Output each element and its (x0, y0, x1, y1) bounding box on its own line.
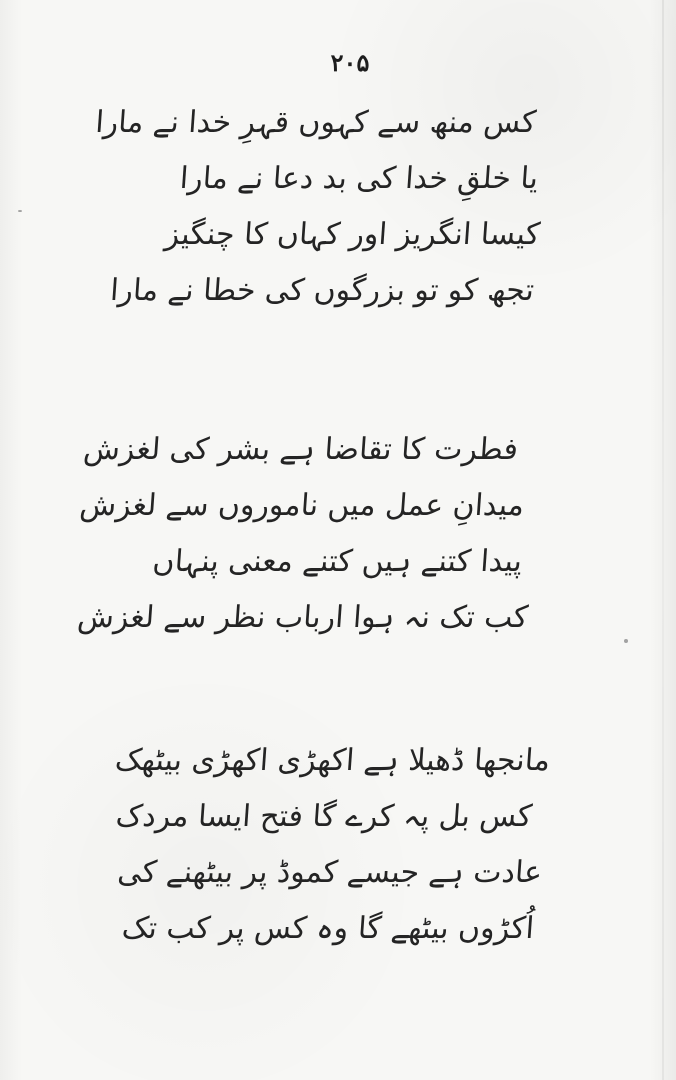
poem-line: پیدا کتنے ہیں کتنے معنی پنہاں (151, 544, 524, 579)
poem-line: کب تک نہ ہوا ارباب نظر سے لغزش (76, 600, 530, 635)
poem-line: کس بل پہ کرے گا فتح ایسا مردک (114, 799, 534, 834)
poem-line: عادت ہے جیسے کموڈ پر بیٹھنے کی (116, 855, 544, 890)
poem-line: کس منھ سے کہوں قہرِ خدا نے مارا (94, 105, 538, 140)
poem-line: میدانِ عمل میں ناموروں سے لغزش (78, 488, 526, 523)
page-speck (624, 639, 628, 643)
poem-line: اُکڑوں بیٹھے گا وہ کس پر کب تک (120, 911, 536, 946)
page-speck (18, 210, 22, 212)
page-right-edge (662, 0, 664, 1080)
poem-line: فطرت کا تقاضا ہے بشر کی لغزش (82, 432, 520, 467)
poem-stanza-3 (113, 733, 552, 957)
poem-line: مانجھا ڈھیلا ہے اکھڑی اکھڑی بیٹھک (113, 743, 552, 778)
poem-stanza-1 (94, 95, 542, 319)
poem-line: کیسا انگریز اور کہاں کا چنگیز (163, 217, 542, 252)
page-number: ۲۰۵ (330, 48, 370, 77)
poem-line: یا خلقِ خدا کی بد دعا نے مارا (178, 161, 540, 196)
poem-line: تجھ کو تو بزرگوں کی خطا نے مارا (109, 273, 536, 308)
poem-stanza-2 (76, 422, 530, 646)
